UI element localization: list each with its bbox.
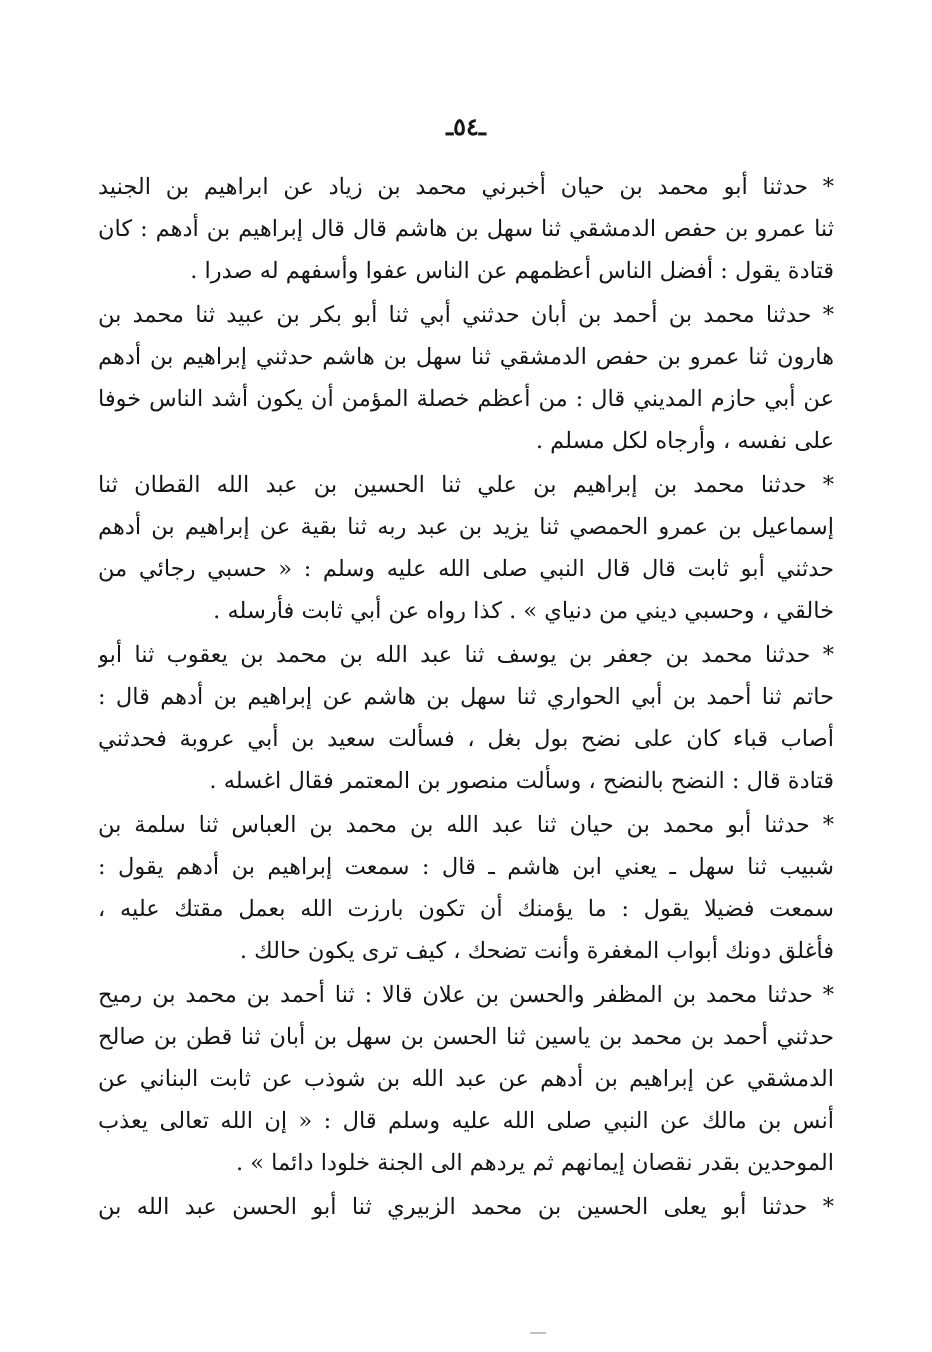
paragraph-1	[98, 166, 834, 292]
text-line: أصاب قباء كان على نضح بول بغل ، فسألت سعيد بن أبي عروبة فحدثني	[98, 726, 834, 752]
text-line: هارون ثنا عمرو بن حفص الدمشقي ثنا سهل بن هاشم حدثني إبراهيم بن أدهم	[98, 344, 834, 370]
paragraph-3	[98, 464, 834, 632]
text-line: حاتم ثنا أحمد بن أبي الحواري ثنا سهل بن هاشم عن إبراهيم بن أدهم قال :	[98, 684, 834, 710]
text-line: قتادة يقول : أفضل الناس أعظمهم عن الناس عفوا وأسفهم له صدرا .	[190, 258, 834, 284]
text-line: ثنا عمرو بن حفص الدمشقي ثنا سهل بن هاشم قال قال إبراهيم بن أدهم : كان	[98, 216, 834, 242]
text-line: إسماعيل بن عمرو الحمصي ثنا يزيد بن عبد ربه ثنا بقية عن إبراهيم بن أدهم	[98, 514, 834, 540]
text-line: * حدثنا محمد بن أحمد بن أبان حدثني أبي ثنا أبو بكر بن عبيد ثنا محمد بن	[98, 302, 834, 328]
text-line: سمعت فضيلا يقول : ما يؤمنك أن تكون بارزت الله بعمل مقتك عليه ،	[98, 896, 834, 922]
page-body	[98, 166, 834, 1228]
text-line: * حدثنا محمد بن إبراهيم بن علي ثنا الحسين بن عبد الله القطان ثنا	[98, 472, 834, 498]
text-line: الدمشقي عن إبراهيم بن أدهم عن عبد الله بن شوذب عن ثابت البناني عن	[98, 1066, 834, 1092]
text-line: عن أبي حازم المديني قال : من أعظم خصلة المؤمن أن يكون أشد الناس خوفا	[98, 386, 834, 412]
paragraph-4	[98, 634, 834, 802]
text-line: * حدثنا أبو محمد بن حيان ثنا عبد الله بن محمد بن العباس ثنا سلمة بن	[98, 812, 834, 838]
text-line: خالقي ، وحسبي ديني من دنياي » . كذا رواه عن أبي ثابت فأرسله .	[213, 598, 834, 624]
text-line: * حدثنا أبو يعلى الحسين بن محمد الزبيري ثنا أبو الحسن عبد الله بن	[98, 1194, 834, 1220]
paragraph-7	[98, 1186, 834, 1228]
text-line: على نفسه ، وأرجاه لكل مسلم .	[535, 428, 834, 454]
text-line: الموحدين بقدر نقصان إيمانهم ثم يردهم الى الجنة خلودا دائما » .	[235, 1150, 834, 1176]
text-line: * حدثنا محمد بن المظفر والحسن بن علان قالا : ثنا أحمد بن محمد بن رميح	[98, 982, 834, 1008]
paragraph-2	[98, 294, 834, 462]
text-line: أنس بن مالك عن النبي صلى الله عليه وسلم قال : « إن الله تعالى يعذب	[98, 1108, 834, 1134]
text-line: * حدثنا أبو محمد بن حيان أخبرني محمد بن زياد عن ابراهيم بن الجنيد	[98, 174, 834, 200]
scan-speck	[530, 1332, 546, 1334]
text-line: شبيب ثنا سهل ـ يعني ابن هاشم ـ قال : سمعت إبراهيم بن أدهم يقول :	[98, 854, 834, 880]
text-line: فأغلق دونك أبواب المغفرة وأنت تضحك ، كيف ترى يكون حالك .	[239, 938, 834, 964]
text-line: * حدثنا محمد بن جعفر بن يوسف ثنا عبد الله بن محمد بن يعقوب ثنا أبو	[98, 642, 834, 668]
paragraph-6	[98, 974, 834, 1184]
text-line: حدثني أحمد بن محمد بن ياسين ثنا الحسن بن سهل بن أبان ثنا قطن بن صالح	[98, 1024, 834, 1050]
paragraph-5	[98, 804, 834, 972]
text-line: حدثني أبو ثابت قال قال النبي صلى الله عليه وسلم : « حسبي رجائي من	[98, 556, 834, 582]
page-number: ـ٥٤ـ	[446, 112, 486, 141]
text-line: قتادة قال : النضح بالنضح ، وسألت منصور بن المعتمر فقال اغسله .	[209, 768, 834, 794]
